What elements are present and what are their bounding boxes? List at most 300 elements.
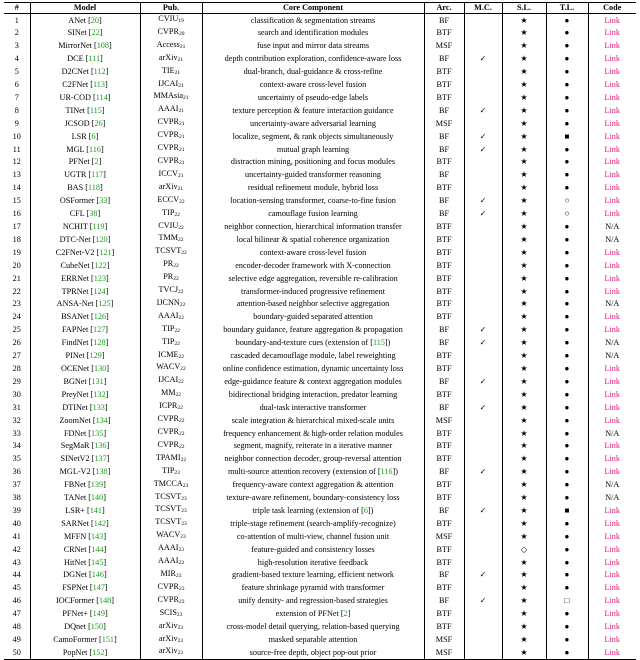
- code-link-text[interactable]: Link: [604, 518, 620, 528]
- architecture: [424, 27, 464, 40]
- code-link-text[interactable]: N/A: [605, 493, 620, 503]
- model-label: FindNet: [61, 338, 89, 348]
- code-link-text[interactable]: N/A: [605, 351, 620, 361]
- code-link-text[interactable]: Link: [604, 170, 620, 180]
- model-name: FSPNet [147]: [30, 582, 140, 595]
- core-component: [202, 440, 424, 453]
- supervision-level: [502, 453, 546, 466]
- code-link-text[interactable]: Link: [604, 273, 620, 283]
- row-index: [4, 14, 30, 27]
- dot-icon: ●: [564, 428, 570, 438]
- task-level: [546, 517, 588, 530]
- code-link[interactable]: [588, 621, 636, 634]
- header-core-component: Core Component: [202, 3, 424, 14]
- model-citation: 111: [88, 54, 101, 64]
- architecture-text: BTF: [436, 441, 452, 451]
- supervision-level: [502, 466, 546, 479]
- code-link-text[interactable]: Link: [604, 183, 620, 193]
- model-name: PFNet [2]: [30, 156, 140, 169]
- code-link[interactable]: [588, 40, 636, 53]
- venue: MMAsia: [153, 91, 184, 101]
- star-icon: ★: [520, 351, 528, 361]
- code-link-text[interactable]: Link: [604, 505, 620, 515]
- dot-icon: ●: [564, 609, 570, 619]
- venue-year: 23: [181, 508, 187, 515]
- multi-class-check: [464, 79, 502, 92]
- code-link-text[interactable]: Link: [604, 41, 620, 51]
- code-link[interactable]: [588, 79, 636, 92]
- star-icon: ★: [520, 325, 528, 335]
- task-level: [546, 143, 588, 156]
- venue: AAAI: [158, 543, 179, 553]
- code-link[interactable]: [588, 556, 636, 569]
- code-link[interactable]: [588, 53, 636, 66]
- code-link-text[interactable]: Link: [604, 157, 620, 167]
- code-link[interactable]: [588, 634, 636, 647]
- dot-icon: ●: [564, 647, 570, 657]
- code-link-text[interactable]: Link: [604, 622, 620, 632]
- publication: [140, 608, 202, 621]
- venue: TVCJ: [158, 285, 179, 295]
- code-link[interactable]: [588, 427, 636, 440]
- multi-class-check: [464, 324, 502, 337]
- supervision-level: [502, 582, 546, 595]
- code-link-text[interactable]: Link: [604, 325, 620, 335]
- code-link[interactable]: [588, 569, 636, 582]
- core-component: [202, 104, 424, 117]
- architecture: [424, 543, 464, 556]
- row-index: [4, 556, 30, 569]
- code-link-text[interactable]: Link: [604, 80, 620, 90]
- star-icon: ★: [520, 209, 528, 219]
- code-link-text[interactable]: Link: [604, 118, 620, 128]
- code-link[interactable]: [588, 608, 636, 621]
- code-link-text[interactable]: N/A: [605, 234, 620, 244]
- core-component-text: boundary-guided separated attention: [253, 312, 373, 322]
- code-link-text[interactable]: Link: [604, 54, 620, 64]
- code-link-text[interactable]: Link: [604, 260, 620, 270]
- venue: CVPR: [157, 594, 179, 604]
- code-link-text[interactable]: Link: [604, 92, 620, 102]
- star-icon: ★: [520, 222, 528, 231]
- code-link-text[interactable]: Link: [604, 247, 620, 257]
- row-index: [4, 246, 30, 259]
- task-level: [546, 130, 588, 143]
- venue-year: 22: [178, 289, 184, 296]
- row-index-text: 23: [12, 299, 21, 309]
- code-link[interactable]: [588, 311, 636, 324]
- dot-icon: ●: [564, 415, 570, 425]
- code-link-text[interactable]: Link: [604, 363, 620, 373]
- code-link[interactable]: [588, 530, 636, 543]
- publication: [140, 569, 202, 582]
- code-link-text[interactable]: Link: [604, 376, 620, 386]
- code-link-text[interactable]: N/A: [605, 428, 620, 438]
- code-link-text[interactable]: Link: [604, 286, 620, 296]
- code-link[interactable]: [588, 221, 636, 234]
- code-link[interactable]: [588, 104, 636, 117]
- check-mark: ✓: [479, 402, 487, 412]
- dot-icon: ●: [564, 28, 570, 38]
- code-link-text[interactable]: Link: [604, 570, 620, 580]
- publication: [140, 130, 202, 143]
- row-index: [4, 27, 30, 40]
- publication: [140, 492, 202, 505]
- architecture-text: BTF: [436, 234, 452, 244]
- model-citation: 22: [91, 28, 100, 38]
- code-link-text[interactable]: Link: [604, 647, 620, 657]
- dot-icon: ●: [564, 493, 570, 503]
- venue: CVPR: [157, 439, 179, 449]
- task-level: [546, 582, 588, 595]
- code-link-text[interactable]: Link: [604, 389, 620, 399]
- multi-class-check: [464, 169, 502, 182]
- architecture-text: BF: [438, 402, 449, 412]
- code-link[interactable]: [588, 388, 636, 401]
- code-link-text[interactable]: Link: [604, 454, 620, 464]
- code-link[interactable]: [588, 246, 636, 259]
- code-link[interactable]: [588, 492, 636, 505]
- table-row: [4, 621, 636, 634]
- task-level: [546, 556, 588, 569]
- code-link[interactable]: [588, 298, 636, 311]
- supervision-level: [502, 504, 546, 517]
- publication: [140, 104, 202, 117]
- task-level: [546, 311, 588, 324]
- venue-year: 23: [181, 521, 187, 528]
- venue: TPAMI: [155, 452, 181, 462]
- code-link-text[interactable]: Link: [604, 131, 620, 141]
- code-link[interactable]: [588, 208, 636, 221]
- architecture-text: MSF: [435, 415, 453, 425]
- code-link[interactable]: [588, 259, 636, 272]
- architecture: [424, 479, 464, 492]
- model-name: FDNet [135]: [30, 427, 140, 440]
- table-row: [4, 634, 636, 647]
- code-link-text[interactable]: N/A: [605, 299, 620, 309]
- code-link-text[interactable]: Link: [604, 144, 620, 154]
- table-row: [4, 66, 636, 79]
- star-icon: ★: [520, 338, 528, 348]
- table-row: [4, 608, 636, 621]
- model-citation: 143: [91, 531, 104, 541]
- venue-year: 21: [178, 82, 184, 89]
- supervision-level: [502, 569, 546, 582]
- architecture: [424, 143, 464, 156]
- model-name: TPRNet [124]: [30, 285, 140, 298]
- row-index-text: 34: [12, 441, 21, 451]
- core-component: [202, 530, 424, 543]
- code-link[interactable]: [588, 453, 636, 466]
- code-link-text[interactable]: Link: [604, 196, 620, 206]
- row-index-text: 39: [12, 505, 21, 515]
- architecture-text: BTF: [436, 80, 452, 90]
- code-link-text[interactable]: Link: [604, 15, 620, 25]
- code-link[interactable]: [588, 504, 636, 517]
- task-level: [546, 427, 588, 440]
- star-icon: ★: [520, 531, 528, 541]
- model-citation: 114: [95, 92, 108, 102]
- dot-icon: ●: [564, 222, 570, 231]
- code-link[interactable]: [588, 285, 636, 298]
- code-link[interactable]: [588, 27, 636, 40]
- code-link[interactable]: [588, 466, 636, 479]
- supervision-level: [502, 66, 546, 79]
- architecture: [424, 246, 464, 259]
- code-link-text[interactable]: Link: [604, 402, 620, 412]
- code-link[interactable]: [588, 517, 636, 530]
- star-icon: ★: [520, 80, 528, 90]
- star-icon: ★: [520, 183, 528, 193]
- row-index: [4, 388, 30, 401]
- model-citation: 141: [89, 505, 102, 515]
- venue-year: 22: [178, 314, 184, 321]
- code-link-text[interactable]: Link: [604, 609, 620, 619]
- code-link-text[interactable]: Link: [604, 596, 620, 606]
- code-link[interactable]: [588, 66, 636, 79]
- publication: [140, 221, 202, 234]
- venue: TMM: [158, 233, 179, 243]
- code-link[interactable]: [588, 375, 636, 388]
- venue: ICPR: [159, 401, 178, 411]
- code-link-text[interactable]: Link: [604, 105, 620, 115]
- core-component-text: frequency-aware context aggregation & attention: [232, 480, 394, 490]
- architecture-text: BTF: [436, 389, 452, 399]
- check-mark: ✓: [479, 131, 487, 141]
- architecture: [424, 401, 464, 414]
- venue: TMCCA: [153, 478, 183, 488]
- star-icon: ★: [520, 596, 528, 606]
- model-name: HitNet [145]: [30, 556, 140, 569]
- supervision-level: [502, 375, 546, 388]
- architecture: [424, 492, 464, 505]
- architecture-text: BF: [438, 105, 449, 115]
- venue-year: 21: [178, 147, 185, 154]
- table-row: [4, 40, 636, 53]
- model-label: LSR: [71, 131, 87, 141]
- code-link[interactable]: [588, 195, 636, 208]
- supervision-level: [502, 337, 546, 350]
- model-citation: 116: [88, 144, 101, 154]
- code-link[interactable]: [588, 414, 636, 427]
- multi-class-check: [464, 479, 502, 492]
- supervision-level: [502, 27, 546, 40]
- code-link-text[interactable]: Link: [604, 209, 620, 219]
- code-link-text[interactable]: Link: [604, 312, 620, 322]
- architecture-text: BF: [438, 505, 449, 515]
- architecture: [424, 195, 464, 208]
- code-link[interactable]: [588, 14, 636, 27]
- venue: TCSVT: [155, 246, 182, 256]
- table-row: [4, 362, 636, 375]
- venue: TCSVT: [155, 517, 182, 527]
- venue: PR: [163, 272, 174, 282]
- code-link-text[interactable]: Link: [604, 441, 620, 451]
- model-name: PFNet+ [149]: [30, 608, 140, 621]
- code-link[interactable]: [588, 91, 636, 104]
- code-link[interactable]: [588, 272, 636, 285]
- code-link[interactable]: [588, 130, 636, 143]
- architecture: [424, 156, 464, 169]
- code-link[interactable]: [588, 595, 636, 608]
- model-label: FSPNet: [62, 583, 88, 593]
- code-link[interactable]: [588, 401, 636, 414]
- publication: [140, 621, 202, 634]
- code-link-text[interactable]: Link: [604, 67, 620, 77]
- publication: [140, 479, 202, 492]
- code-link-text[interactable]: Link: [604, 583, 620, 593]
- table-row: [4, 298, 636, 311]
- dot-icon: ○: [564, 196, 570, 206]
- model-label: PFNet+: [62, 609, 88, 619]
- table-row: [4, 427, 636, 440]
- multi-class-check: [464, 246, 502, 259]
- core-component-text: uncertainty-guided transformer reasoning: [245, 170, 381, 180]
- task-level: [546, 27, 588, 40]
- architecture: [424, 233, 464, 246]
- row-index: [4, 53, 30, 66]
- venue-year: 22: [181, 250, 187, 257]
- code-link[interactable]: [588, 182, 636, 195]
- row-index: [4, 350, 30, 363]
- row-index-text: 48: [12, 622, 21, 632]
- core-component: [202, 543, 424, 556]
- venue-year: 23: [178, 547, 184, 554]
- model-citation: 124: [93, 286, 106, 296]
- model-name: JCSOD [26]: [30, 117, 140, 130]
- model-name: CamoFormer [151]: [30, 634, 140, 647]
- model-name: MGL-V2 [138]: [30, 466, 140, 479]
- task-level: [546, 272, 588, 285]
- model-label: OCENet: [61, 363, 90, 373]
- table-row: [4, 311, 636, 324]
- architecture-text: BTF: [436, 428, 452, 438]
- venue: CVPR: [157, 155, 179, 165]
- code-link-text[interactable]: Link: [604, 531, 620, 541]
- core-component: [202, 156, 424, 169]
- dot-icon: ●: [564, 247, 570, 257]
- code-link[interactable]: [588, 479, 636, 492]
- code-link[interactable]: [588, 646, 636, 659]
- task-level: [546, 182, 588, 195]
- core-component: [202, 556, 424, 569]
- model-citation: 120: [95, 234, 108, 244]
- dot-icon: ●: [564, 376, 570, 386]
- model-label: BAS: [67, 183, 84, 193]
- venue: arXiv: [158, 52, 178, 62]
- row-index: [4, 466, 30, 479]
- table-row: [4, 414, 636, 427]
- code-link-text[interactable]: Link: [604, 635, 620, 644]
- venue-year: 22: [178, 443, 185, 450]
- architecture-text: BF: [438, 196, 449, 206]
- task-level: [546, 375, 588, 388]
- code-link[interactable]: [588, 156, 636, 169]
- star-icon: ★: [520, 15, 528, 25]
- code-link[interactable]: [588, 543, 636, 556]
- code-link-text[interactable]: Link: [604, 544, 620, 554]
- architecture: [424, 595, 464, 608]
- venue: CVPR: [157, 26, 179, 36]
- architecture-text: BTF: [436, 286, 452, 296]
- venue-year: 22: [178, 418, 185, 425]
- core-component: [202, 504, 424, 517]
- code-link[interactable]: [588, 350, 636, 363]
- code-link[interactable]: [588, 233, 636, 246]
- model-citation: 129: [89, 351, 102, 361]
- venue-year: 21: [178, 121, 185, 128]
- table-row: [4, 492, 636, 505]
- task-level: [546, 401, 588, 414]
- row-index: [4, 582, 30, 595]
- model-name: ANSA-Net [125]: [30, 298, 140, 311]
- architecture: [424, 285, 464, 298]
- supervision-level: [502, 259, 546, 272]
- code-link-text[interactable]: N/A: [605, 338, 620, 348]
- model-citation: 20: [90, 15, 99, 25]
- venue-year: 23: [177, 624, 184, 631]
- publication: [140, 14, 202, 27]
- table-row: [4, 517, 636, 530]
- architecture: [424, 272, 464, 285]
- code-link-text[interactable]: N/A: [605, 480, 620, 490]
- code-link[interactable]: [588, 440, 636, 453]
- architecture-text: BTF: [436, 247, 452, 257]
- architecture-text: MSF: [435, 41, 453, 51]
- code-link-text[interactable]: Link: [604, 557, 620, 567]
- code-link[interactable]: [588, 143, 636, 156]
- code-link-text[interactable]: Link: [604, 467, 620, 477]
- row-index-text: 14: [12, 183, 21, 193]
- model-label: ZoomNet: [59, 415, 91, 425]
- architecture-text: BTF: [436, 609, 452, 619]
- row-index-text: 2: [14, 28, 19, 38]
- row-index: [4, 40, 30, 53]
- architecture: [424, 79, 464, 92]
- model-name: CubeNet [122]: [30, 259, 140, 272]
- venue: arXiv: [158, 181, 178, 191]
- supervision-level: [502, 479, 546, 492]
- code-link-text[interactable]: N/A: [605, 222, 620, 231]
- code-link-text[interactable]: Link: [604, 415, 620, 425]
- model-citation: 118: [88, 183, 100, 193]
- code-link-text[interactable]: Link: [604, 28, 620, 38]
- task-level: [546, 543, 588, 556]
- star-icon: ★: [520, 312, 528, 322]
- model-name: DQnet [150]: [30, 621, 140, 634]
- code-link[interactable]: [588, 324, 636, 337]
- venue-year: 21: [183, 95, 189, 102]
- core-component-text: attention-based neighbor selective aggregation: [236, 299, 390, 309]
- model-label: C2FNet-V2: [55, 247, 95, 257]
- model-name: C2FNet-V2 [121]: [30, 246, 140, 259]
- task-level: [546, 66, 588, 79]
- code-link[interactable]: [588, 362, 636, 375]
- multi-class-check: [464, 569, 502, 582]
- code-link[interactable]: [588, 169, 636, 182]
- architecture: [424, 53, 464, 66]
- code-link[interactable]: [588, 117, 636, 130]
- multi-class-check: [464, 414, 502, 427]
- core-component: [202, 298, 424, 311]
- row-index-text: 38: [12, 493, 21, 503]
- header-sl: S.L.: [502, 3, 546, 14]
- code-link[interactable]: [588, 337, 636, 350]
- code-link[interactable]: [588, 582, 636, 595]
- multi-class-check: [464, 350, 502, 363]
- model-name: BSANet [126]: [30, 311, 140, 324]
- model-label: DGNet: [63, 570, 87, 580]
